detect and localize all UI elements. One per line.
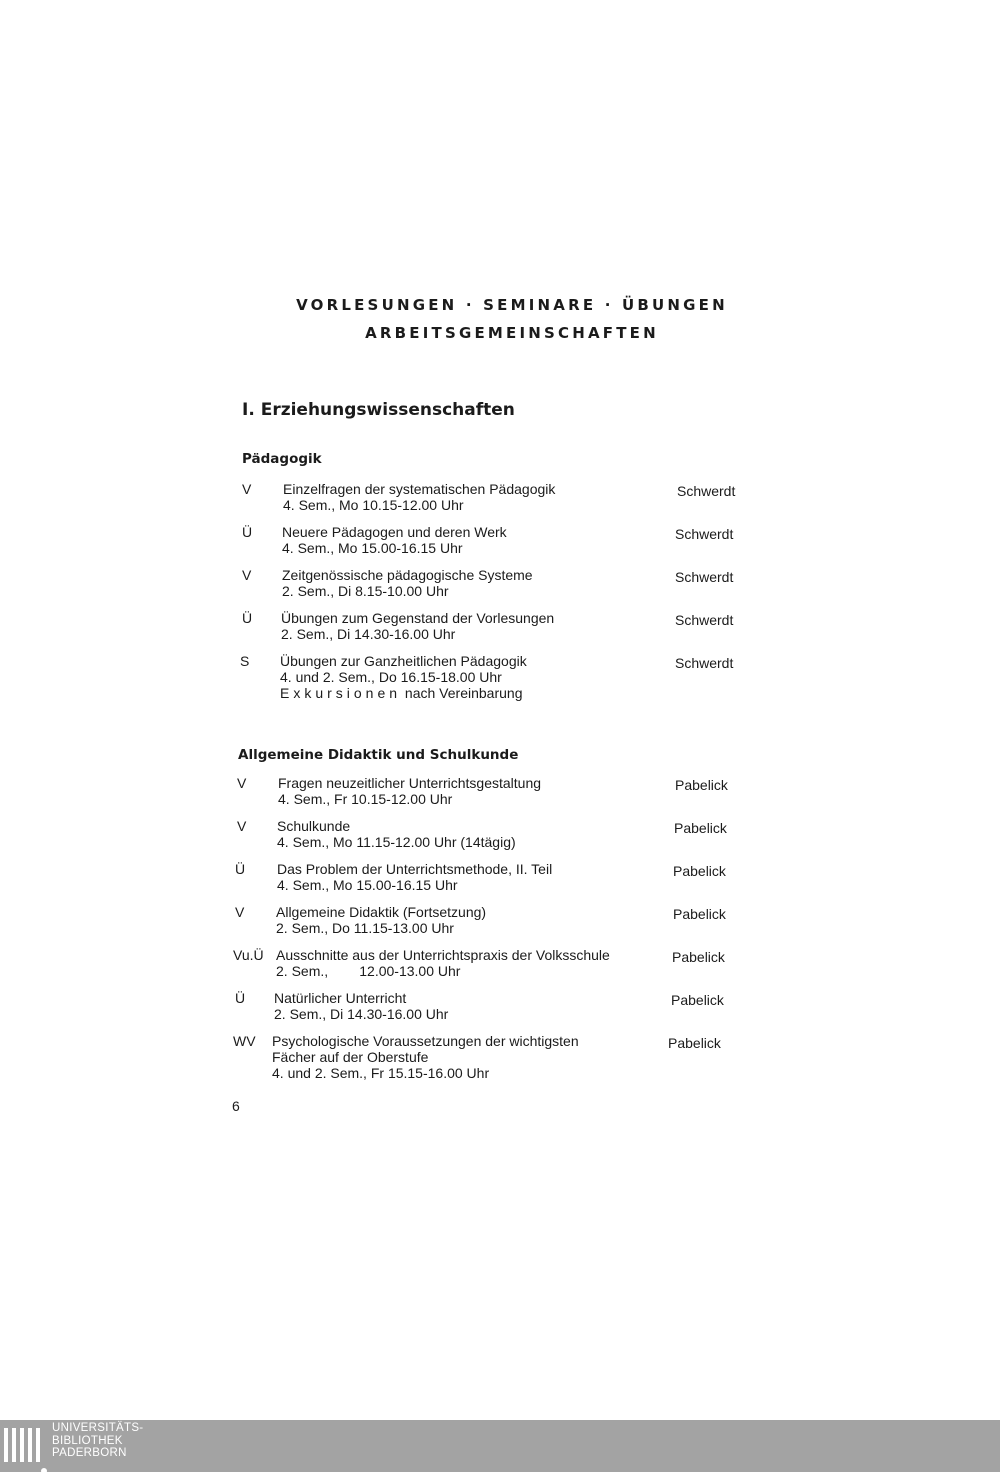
section-title: I. Erziehungswissenschaften <box>242 400 515 420</box>
course-schedule: 4. Sem., Fr 10.15-12.00 Uhr <box>278 791 453 807</box>
course-type: V <box>237 775 247 791</box>
course-note <box>280 685 527 701</box>
course-lecturer: Pabelick <box>672 949 725 965</box>
course-description <box>277 818 516 850</box>
course-lecturer: Pabelick <box>673 863 726 879</box>
course-schedule: 4. Sem., Mo 15.00-16.15 Uhr <box>282 540 463 556</box>
subsection-title-didaktik: Allgemeine Didaktik und Schulkunde <box>238 747 519 763</box>
library-footer-bar <box>0 1420 1000 1472</box>
course-description <box>282 567 533 599</box>
course-title: Übungen zur Ganzheitlichen Pädagogik <box>280 653 527 669</box>
course-description <box>277 861 552 893</box>
course-type: Ü <box>242 610 253 626</box>
library-name <box>52 1422 143 1460</box>
course-type: Ü <box>235 861 246 877</box>
course-description <box>280 653 527 701</box>
course-description <box>281 610 554 642</box>
library-name-line: PADERBORN <box>52 1447 127 1459</box>
course-note-rest: nach Vereinbarung <box>401 685 523 701</box>
course-schedule: 2. Sem., 12.00-13.00 Uhr <box>276 963 461 979</box>
course-title: Zeitgenössische pädagogische Systeme <box>282 567 533 583</box>
course-description <box>276 904 486 936</box>
course-schedule: 2. Sem., Di 8.15-10.00 Uhr <box>282 583 449 599</box>
course-schedule: 4. und 2. Sem., Fr 15.15-16.00 Uhr <box>272 1065 490 1081</box>
course-description <box>276 947 610 979</box>
course-description <box>278 775 541 807</box>
course-lecturer: Pabelick <box>668 1035 721 1051</box>
course-type: V <box>242 567 252 583</box>
course-type: V <box>237 818 247 834</box>
course-lecturer: Pabelick <box>671 992 724 1008</box>
main-heading-line-2: ARBEITSGEMEINSCHAFTEN <box>365 324 659 342</box>
course-type: V <box>242 481 252 497</box>
main-heading-line-1: VORLESUNGEN · SEMINARE · ÜBUNGEN <box>296 296 728 314</box>
course-title: Übungen zum Gegenstand der Vorlesungen <box>281 610 555 626</box>
course-lecturer: Schwerdt <box>675 655 734 671</box>
page-number: 6 <box>232 1098 240 1114</box>
course-description <box>274 990 448 1022</box>
course-title: Schulkunde <box>277 818 351 834</box>
course-title: Psychologische Voraussetzungen der wichtigsten <box>272 1033 579 1049</box>
subsection-title-paedagogik: Pädagogik <box>242 451 322 467</box>
course-note-spaced: Exkursionen <box>280 685 402 701</box>
course-type: S <box>240 653 250 669</box>
course-lecturer: Schwerdt <box>677 483 736 499</box>
course-lecturer: Pabelick <box>674 820 727 836</box>
course-lecturer: Schwerdt <box>675 526 734 542</box>
course-type: Ü <box>242 524 253 540</box>
course-title: Einzelfragen der systematischen Pädagogik <box>283 481 556 497</box>
course-schedule: Fächer auf der Oberstufe <box>272 1049 429 1065</box>
course-type: WV <box>233 1033 256 1049</box>
library-bars-logo-icon <box>4 1428 44 1466</box>
course-title: Ausschnitte aus der Unterrichtspraxis der Volksschule <box>276 947 610 963</box>
course-title: Natürlicher Unterricht <box>274 990 407 1006</box>
course-description <box>282 524 507 556</box>
library-name-line: UNIVERSITÄTS- <box>52 1422 144 1434</box>
course-title: Neuere Pädagogen und deren Werk <box>282 524 507 540</box>
course-title: Fragen neuzeitlicher Unterrichtsgestaltung <box>278 775 542 791</box>
course-schedule: 2. Sem., Do 11.15-13.00 Uhr <box>276 920 454 936</box>
course-title: Allgemeine Didaktik (Fortsetzung) <box>276 904 487 920</box>
course-description <box>272 1033 579 1081</box>
course-schedule: 4. Sem., Mo 15.00-16.15 Uhr <box>277 877 458 893</box>
course-schedule: 4. Sem., Mo 10.15-12.00 Uhr <box>283 497 464 513</box>
course-type: Ü <box>235 990 246 1006</box>
course-type: V <box>235 904 245 920</box>
library-name-line: BIBLIOTHEK <box>52 1434 123 1447</box>
course-lecturer: Schwerdt <box>675 612 734 628</box>
course-title: Das Problem der Unterrichtsmethode, II. Teil <box>277 861 553 877</box>
course-type: Vu.Ü <box>233 947 264 963</box>
course-schedule: 2. Sem., Di 14.30-16.00 Uhr <box>274 1006 449 1022</box>
course-lecturer: Pabelick <box>673 906 726 922</box>
course-schedule: 4. und 2. Sem., Do 16.15-18.00 Uhr <box>280 669 502 685</box>
course-description <box>283 481 555 513</box>
course-schedule: 4. Sem., Mo 11.15-12.00 Uhr (14tägig) <box>277 834 516 850</box>
course-schedule: 2. Sem., Di 14.30-16.00 Uhr <box>281 626 456 642</box>
course-lecturer: Pabelick <box>675 777 728 793</box>
course-lecturer: Schwerdt <box>675 569 734 585</box>
